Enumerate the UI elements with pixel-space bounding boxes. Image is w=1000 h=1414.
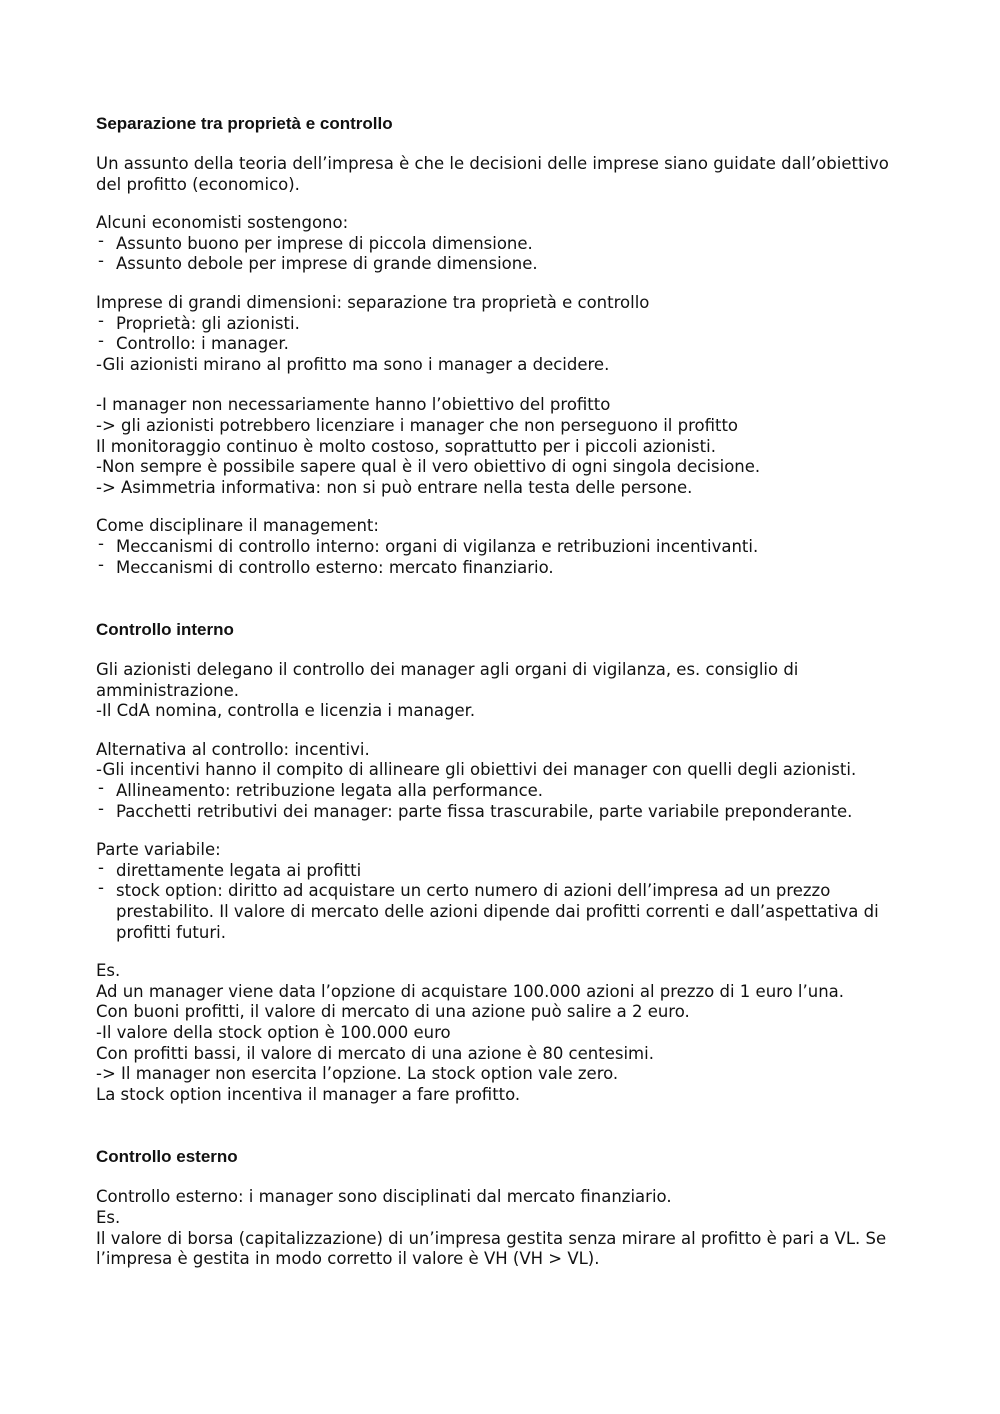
list-item: - stock option: diritto ad acquistare un certo numero di azioni dell’impresa ad un prezzo prestabilito. Il valore di mercato delle azioni dipende dai profitti correnti e dall’aspettativa di profitti futuri. xyxy=(96,881,896,943)
text-line: -I manager non necessariamente hanno l’obiettivo del profitto xyxy=(96,395,611,415)
list-item: - Allineamento: retribuzione legata alla performance. xyxy=(96,781,896,802)
text-line: Es. xyxy=(96,961,121,981)
text-line: Ad un manager viene data l’opzione di acquistare 100.000 azioni al prezzo di 1 euro l’una. xyxy=(96,981,845,1001)
text-line: Controllo esterno: i manager sono disciplinati dal mercato finanziario. xyxy=(96,1187,672,1207)
list-intro: Parte variabile: xyxy=(96,840,221,860)
paragraph xyxy=(96,1187,896,1269)
list-item: - Proprietà: gli azionisti. xyxy=(96,314,896,335)
list-item: - Assunto debole per imprese di grande dimensione. xyxy=(96,254,896,275)
paragraph: Un assunto della teoria dell’impresa è che le decisioni delle imprese siano guidate dall’obiettivo del profitto (economico). xyxy=(96,154,889,194)
paragraph-lines xyxy=(96,395,896,498)
list-item: - Pacchetti retributivi dei manager: parte fissa trascurabile, parte variabile preponderante. xyxy=(96,802,896,823)
paragraph xyxy=(96,660,896,722)
text-line: Con profitti bassi, il valore di mercato di una azione è 80 centesimi. xyxy=(96,1043,654,1063)
text-line: Es. xyxy=(96,1207,121,1227)
paragraph-list xyxy=(96,293,896,375)
text-line: -Il CdA nomina, controlla e licenzia i manager. xyxy=(96,701,476,721)
document-page xyxy=(96,112,896,1288)
list-item: - Assunto buono per imprese di piccola dimensione. xyxy=(96,234,896,255)
section-heading-controllo-esterno: Controllo esterno xyxy=(96,1147,238,1167)
list-intro: Imprese di grandi dimensioni: separazione tra proprietà e controllo xyxy=(96,292,650,312)
paragraph-lines xyxy=(96,961,896,1105)
list-intro: Alcuni economisti sostengono: xyxy=(96,213,349,233)
paragraph-list xyxy=(96,740,896,822)
list-item: - direttamente legata ai profitti xyxy=(96,861,896,882)
list-intro: Come disciplinare il management: xyxy=(96,516,379,536)
text-line: -> Il manager non esercita l’opzione. La stock option vale zero. xyxy=(96,1064,619,1084)
section-heading-separazione: Separazione tra proprietà e controllo xyxy=(96,114,393,133)
text-line: Gli azionisti delegano il controllo dei manager agli organi di vigilanza, es. consiglio di amministrazione. xyxy=(96,660,799,700)
text-line: Il monitoraggio continuo è molto costoso, soprattutto per i piccoli azionisti. xyxy=(96,436,716,456)
list-item: - Meccanismi di controllo interno: organi di vigilanza e retribuzioni incentivanti. xyxy=(96,537,896,558)
text-line: La stock option incentiva il manager a fare profitto. xyxy=(96,1084,521,1104)
paragraph-list xyxy=(96,840,896,943)
list-item: - Controllo: i manager. xyxy=(96,334,896,355)
section-spacer xyxy=(96,1123,896,1145)
paragraph-list xyxy=(96,516,896,578)
text-line: -Il valore della stock option è 100.000 euro xyxy=(96,1023,451,1042)
text-line: -Gli incentivi hanno il compito di allineare gli obiettivi dei manager con quelli degli azionisti. xyxy=(96,760,857,780)
list-intro: Alternativa al controllo: incentivi. xyxy=(96,739,370,759)
list-item: - Meccanismi di controllo esterno: mercato finanziario. xyxy=(96,558,896,579)
text-line: -Gli azionisti mirano al profitto ma sono i manager a decidere. xyxy=(96,354,610,374)
paragraph-list xyxy=(96,213,896,275)
text-line: -> gli azionisti potrebbero licenziare i manager che non perseguono il profitto xyxy=(96,415,739,435)
section-heading-controllo-interno: Controllo interno xyxy=(96,620,234,640)
text-line: -> Asimmetria informativa: non si può entrare nella testa delle persone. xyxy=(96,477,693,497)
text-line: -Non sempre è possibile sapere qual è il vero obiettivo di ogni singola decisione. xyxy=(96,457,761,477)
text-line: Il valore di borsa (capitalizzazione) di un’impresa gestita senza mirare al profitto è pari a VL. Se l’impresa è gestita in modo corretto il valore è VH (VH > VL). xyxy=(96,1228,887,1269)
section-spacer xyxy=(96,596,896,618)
text-line: Con buoni profitti, il valore di mercato di una azione può salire a 2 euro. xyxy=(96,1002,690,1022)
